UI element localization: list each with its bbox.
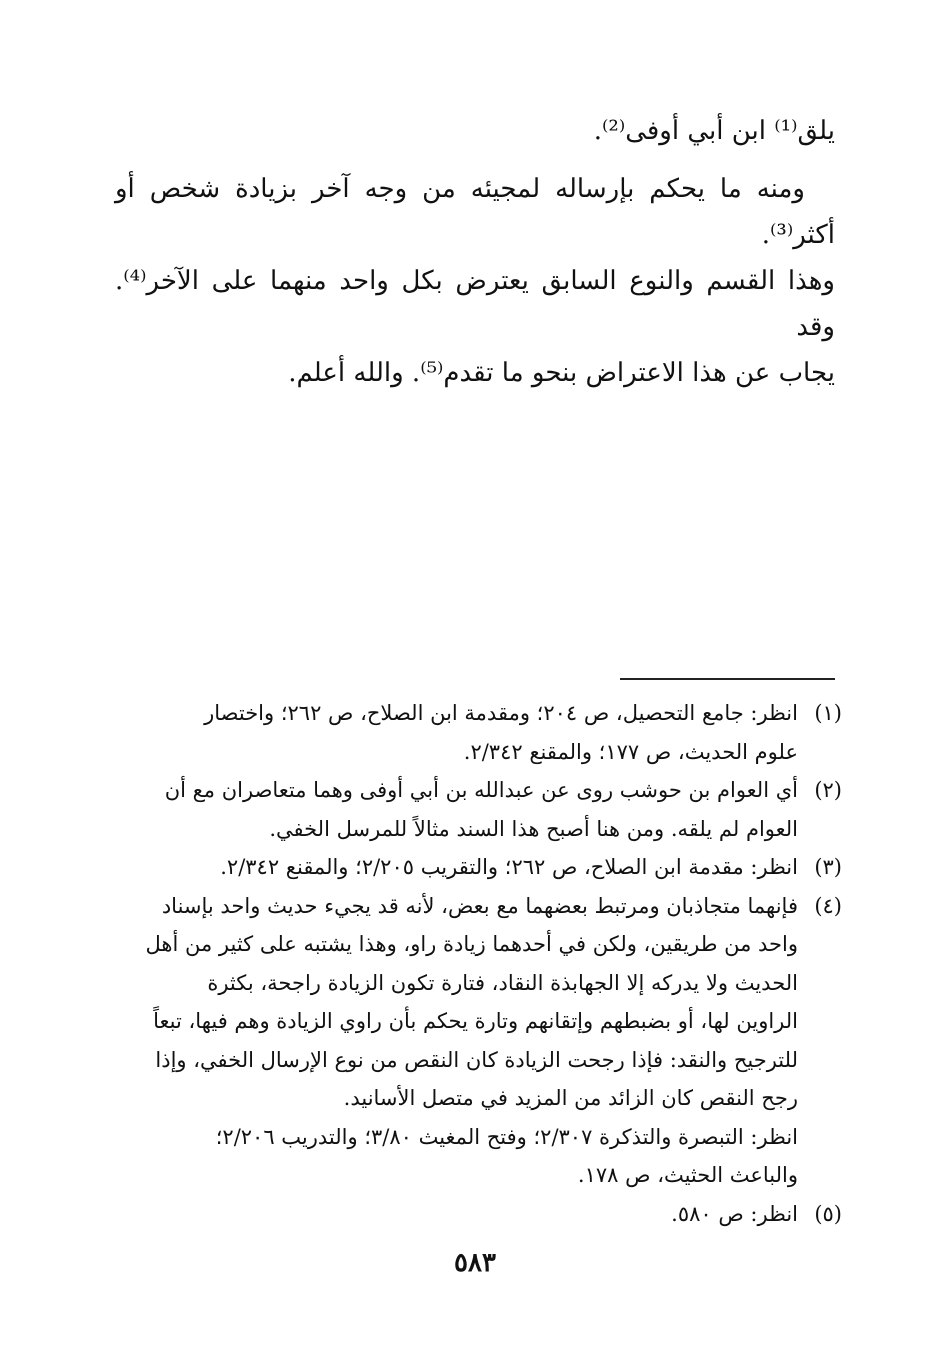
footnote-line: العوام لم يلقه. ومن هنا أصبح هذا السند مثالاً للمرسل الخفي. — [269, 816, 798, 841]
footnote-line: الراوين لها، أو بضبطهم وإتقانهم وتارة يحكم بأن راوي الزيادة وهم فيها، تبعاً — [153, 1009, 798, 1033]
footnote-number: (٣) — [814, 855, 842, 879]
paragraph-1: يلق⁽¹⁾ ابن أبي أوفى⁽²⁾. — [593, 116, 835, 146]
footnote-line: الحديث ولا يدركه إلا الجهابذة النقاد، فتارة تكون الزيادة راجحة، بكثرة — [207, 970, 798, 995]
footnote-line: والباعث الحثيث، ص ١٧٨. — [577, 1163, 798, 1187]
footnote-line: انظر: جامع التحصيل، ص ٢٠٤؛ ومقدمة ابن الصلاح، ص ٢٦٢؛ واختصار — [204, 701, 798, 725]
footnote-line: فإنهما متجاذبان ومرتبط بعضهما مع بعض، لأنه قد يجيء حديث واحد بإسناد — [161, 893, 798, 918]
footnote-divider — [620, 678, 835, 680]
paragraph-2-line-3: يجاب عن هذا الاعتراض بنحو ما تقدم⁽⁵⁾. والله أعلم. — [288, 358, 835, 388]
footnote-3 — [115, 848, 842, 887]
paragraph-2-line-1: ومنه ما يحكم بإرساله لمجيئه من وجه آخر بزيادة شخص أو أكثر⁽³⁾. — [115, 174, 835, 250]
footnote-line: انظر: مقدمة ابن الصلاح، ص ٢٦٢؛ والتقريب ٢/٢٠٥؛ والمقنع ٢/٣٤٢. — [220, 855, 798, 879]
footnote-number: (٥) — [814, 1201, 842, 1226]
footnote-line: رجح النقص كان الزائد من المزيد في متصل الأسانيد. — [343, 1086, 798, 1110]
main-text — [115, 108, 835, 408]
footnote-number: (٢) — [814, 778, 842, 802]
footnote-line: انظر: ص ٥٨٠. — [671, 1201, 798, 1226]
footnote-line: علوم الحديث، ص ١٧٧؛ والمقنع ٢/٣٤٢. — [463, 739, 798, 764]
footnote-number: (٤) — [814, 893, 842, 918]
footnote-line: للترجيح والنقد: فإذا رجحت الزيادة كان النقص من نوع الإرسال الخفي، وإذا — [155, 1047, 798, 1072]
footnote-number: (١) — [814, 701, 842, 725]
paragraph-2 — [115, 166, 835, 396]
footnotes — [115, 694, 842, 1233]
page-number: ٥٨٣ — [454, 1248, 496, 1278]
footnote-line: أي العوام بن حوشب روى عن عبدالله بن أبي أوفى وهما متعاصران مع أن — [164, 778, 798, 802]
footnote-2 — [115, 771, 842, 848]
footnote-line: انظر: التبصرة والتذكرة ٢/٣٠٧؛ وفتح المغيث ٣/٨٠؛ والتدريب ٢/٢٠٦؛ — [215, 1124, 798, 1149]
footnote-4 — [115, 887, 842, 1195]
footnote-line: واحد من طريقين، ولكن في أحدهما زيادة راو، وهذا يشتبه على كثير من أهل — [145, 932, 798, 956]
footnote-5 — [115, 1195, 842, 1234]
paragraph-2-line-2: وهذا القسم والنوع السابق يعترض بكل واحد منهما على الآخر⁽⁴⁾. وقد — [115, 266, 835, 342]
footnote-1 — [115, 694, 842, 771]
